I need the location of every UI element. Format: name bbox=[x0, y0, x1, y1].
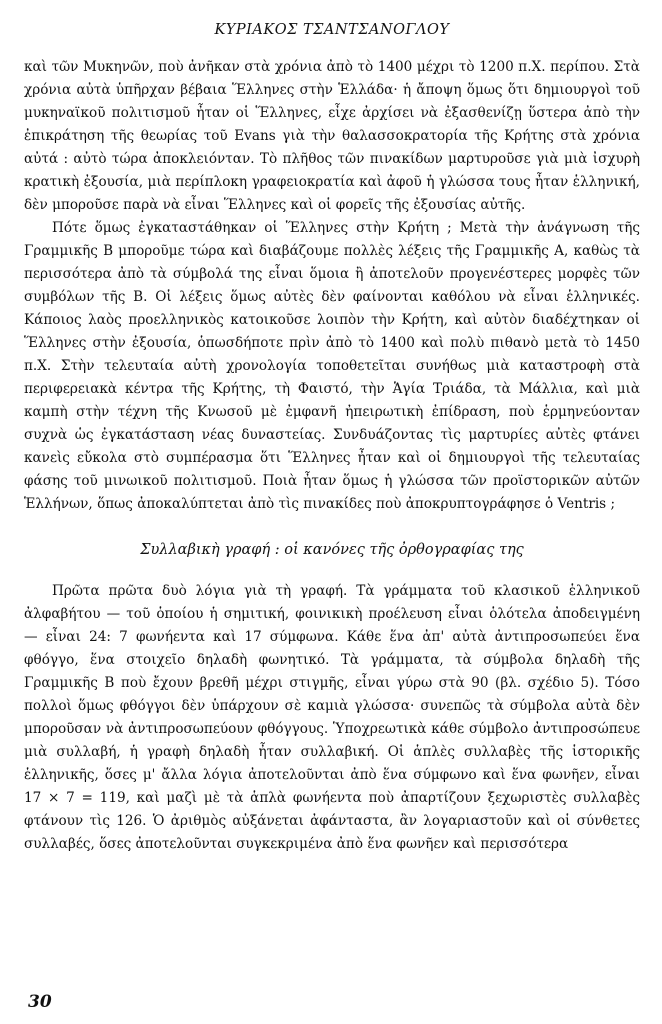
paragraph-syllabic-script: Πρῶτα πρῶτα δυὸ λόγια γιὰ τὴ γραφή. Τὰ γράμματα τοῦ κλασικοῦ ἑλληνικοῦ ἀλφαβήτου — τοῦ ὁποίου ἡ σημιτική, φοινικικὴ προέλευση εἶναι ὁλότελα ἀποδειγμένη — εἶναι 24: 7 φωνήεντα καὶ 17 σύμφωνα. Κάθε ἕνα ἀπ' αὐτὰ ἀντιπροσωπεύει ἕνα φθόγγο, ἕνα στοιχεῖο δηλαδὴ φωνητικό. Τὰ γράμματα, τὰ σύμβολα δηλαδὴ τῆς Γραμμικῆς Β ποὺ ἔχουν βρεθῆ μέχρι στιγμῆς, εἶναι γύρω στὰ 90 (βλ. σχέδιο 5). Τόσο πολλοὶ ὅμως φθόγγοι δὲν ὑπάρχουν σὲ καμιὰ γλώσσα· συνεπῶς τὰ σύμβολα αὐτὰ δὲν μποροῦσαν νὰ ἀντιπροσωπεύουν φθόγγους. Ὑποχρεωτικὰ κάθε σύμβολο ἀντιπροσώπευε μιὰ συλλαβή, ἡ γραφὴ δηλαδὴ ἦταν συλλαβική. Οἱ ἁπλὲς συλλαβὲς τῆς ἱστορικῆς ἑλληνικῆς, ὅσες μ' ἄλλα λόγια ἀποτελοῦνται ἀπὸ ἕνα σύμφωνο καὶ ἕνα φωνῆεν, εἶναι 17 × 7 = 119, καὶ μαζὶ μὲ τὰ ἁπλὰ φωνήεντα ποὺ ἀπαρτίζουν ξεχωριστὲς συλλαβὲς φτάνουν τὶς 126. Ὁ ἀριθμὸς αὐξάνεται ἀφάνταστα, ἂν λογαριαστοῦν καὶ οἱ σύνθετες συλλαβές, ὅσες ἀποτελοῦνται συγκεκριμένα ἀπὸ ἕνα φωνῆεν καὶ περισσότερα bbox=[24, 583, 640, 852]
paragraph-crete-settlement: Πότε ὅμως ἐγκαταστάθηκαν οἱ Ἕλληνες στὴν Κρήτη ; Μετὰ τὴν ἀνάγνωση τῆς Γραμμικῆς Β μποροῦμε τώρα καὶ διαβάζουμε πολλὲς λέξεις τῆς Γραμμικῆς Α, καθὼς τὰ περισσότερα ἀπὸ τὰ σύμβολά της εἶναι ὅμοια ἢ ἀποτελοῦν προγενέστερες μορφὲς τῶν συμβόλων τῆς Β. Οἱ λέξεις ὅμως αὐτὲς δὲν φαίνονται καθόλου νὰ εἶναι ἑλληνικές. Κάποιος λαὸς προελληνικὸς κατοικοῦσε λοιπὸν τὴν Κρήτη, καὶ αὐτὸν διαδέχτηκαν οἱ Ἕλληνες στὴν ἐξουσία, ὁπωσδήποτε πρὶν ἀπὸ τὸ 1400 καὶ πολὺ πιθανὸ μετὰ τὸ 1450 π.Χ. Στὴν τελευταία αὐτὴ χρονολογία τοποθετεῖται συνήθως μιὰ καταστροφὴ στὰ περιφερειακὰ κέντρα τῆς Κρήτης, τὴ Φαιστό, τὴν Ἁγία Τριάδα, τὰ Μάλλια, καὶ μιὰ καμπὴ στὴν τέχνη τῆς Κνωσοῦ μὲ ἐμφανῆ ἠπειρωτικὴ ἐπίδραση, ποὺ ἑρμηνεύονταν συχνὰ ὡς ἐγκατάσταση νέας δυναστείας. Συνδυάζοντας τὶς μαρτυρίες αὐτὲς φτάνει κανεὶς εὔκολα στὸ συμπέρασμα ὅτι Ἕλληνες ἦταν καὶ οἱ δημιουργοὶ τῆς τελευταίας φάσης τοῦ μινωικοῦ πολιτισμοῦ. Ποιὰ ἦταν ὅμως ἡ γλώσσα τῶν προϊστορικῶν αὐτῶν Ἑλλήνων, ὅπως ἀποκαλύπτεται ἀπὸ τὶς πινακίδες ποὺ ἀποκρυπτογράφησε ὁ Ventris ; bbox=[24, 220, 640, 512]
paragraph-continuation: καὶ τῶν Μυκηνῶν, ποὺ ἀνῆκαν στὰ χρόνια ἀπὸ τὸ 1400 μέχρι τὸ 1200 π.Χ. περίπου. Στὰ χρόνια αὐτὰ ὑπῆρχαν βέβαια Ἕλληνες στὴν Ἑλλάδα· ἡ ἄποψη ὅμως ὅτι δημιουργοὶ τοῦ μυκηναϊκοῦ πολιτισμοῦ ἦταν οἱ Ἕλληνες, εἶχε ἀρχίσει νὰ ἐξασθενίζῃ ὕστερα ἀπὸ τὴν ἐπικράτηση τῆς θεωρίας τοῦ Evans γιὰ τὴν θαλασσοκρατορία τῆς Κρήτης στὰ χρόνια αὐτά : αὐτὸ τώρα ἀποκλειόνταν. Τὸ πλῆθος τῶν πινακίδων μαρτυροῦσε γιὰ μιὰ ἰσχυρὴ κρατικὴ ἐξουσία, μιὰ περίπλοκη γραφειοκρατία καὶ ἀφοῦ ἡ γλώσσα τους ἦταν ἑλληνική, δὲν μποροῦσε παρὰ νὰ εἶναι Ἕλληνες καὶ οἱ φορεῖς τῆς ἐξουσίας αὐτῆς. bbox=[24, 59, 640, 213]
running-head: ΚΥΡΙΑΚΟΣ ΤΣΑΝΤΣΑΝΟΓΛΟΥ bbox=[214, 22, 450, 38]
section-heading: Συλλαβικὴ γραφή : οἱ κανόνες τῆς ὀρθογραφίας της bbox=[140, 542, 524, 558]
page-number: 30 bbox=[28, 992, 52, 1012]
